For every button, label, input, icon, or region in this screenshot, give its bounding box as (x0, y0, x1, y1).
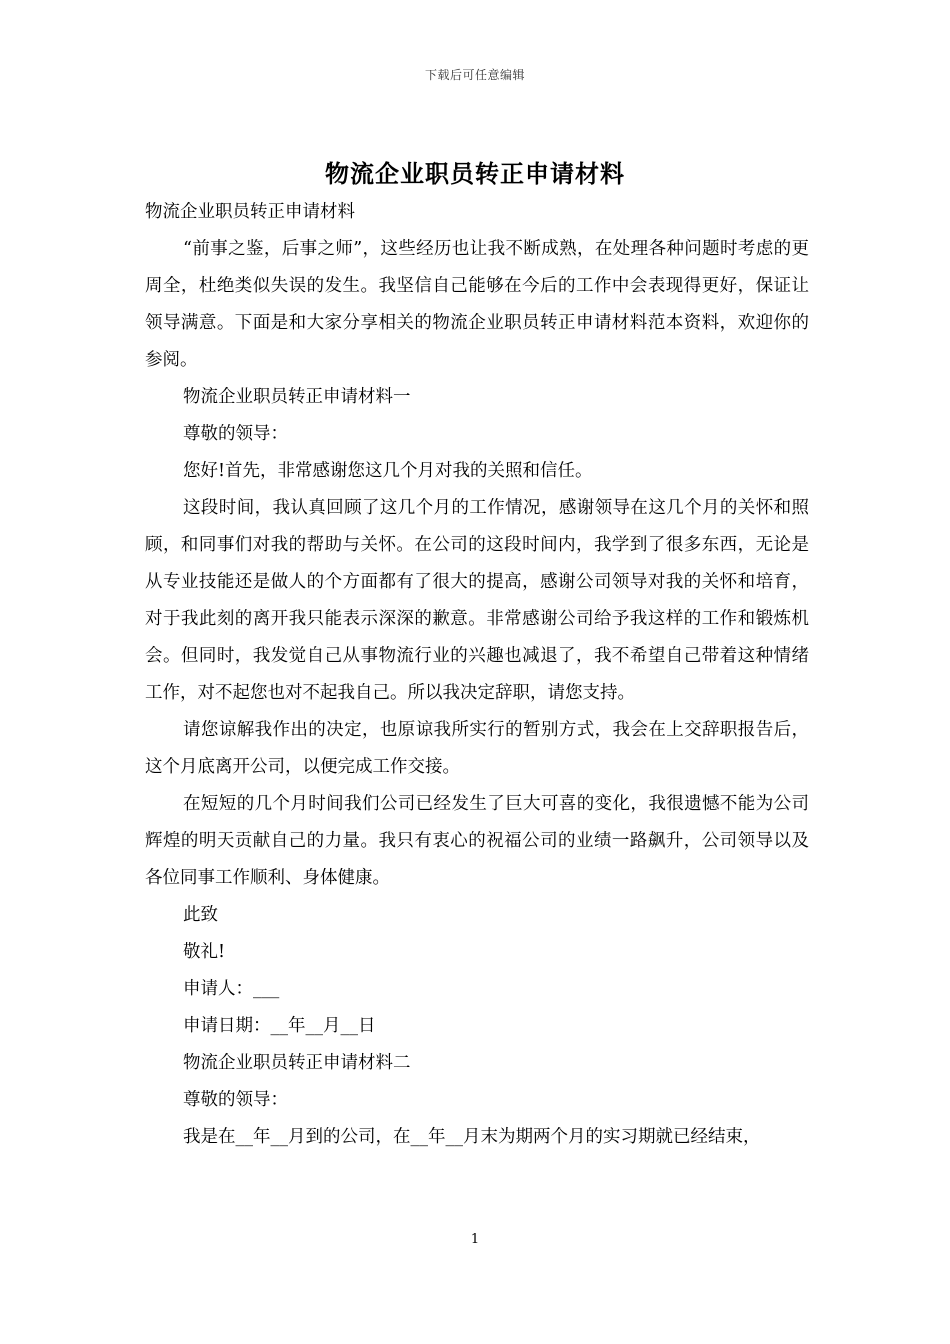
section-heading-one: 物流企业职员转正申请材料一 (183, 387, 411, 407)
closing-line: 此致 (183, 905, 218, 925)
salutation: 尊敬的领导： (183, 1090, 288, 1110)
body-paragraph: 请您谅解我作出的决定，也原谅我所实行的暂别方式，我会在上交辞职报告后，这个月底离开公司，以便完成工作交接。 (145, 720, 809, 777)
page-number: 1 (470, 1232, 480, 1247)
header-note: 下载后可任意编辑 (424, 68, 525, 82)
intro-paragraph: “前事之鉴，后事之师”，这些经历也让我不断成熟，在处理各种问题时考虑的更周全，杜绝类似失误的发生。我坚信自己能够在今后的工作中会表现得更好，保证让领导满意。下面是和大家分享相关的物流企业职员转正申请材料范本资料，欢迎你的参阅。 (145, 239, 809, 370)
body-paragraph: 这段时间，我认真回顾了这几个月的工作情况，感谢领导在这几个月的关怀和照顾，和同事们对我的帮助与关怀。在公司的这段时间内，我学到了很多东西，无论是从专业技能还是做人的个方面都有了很大的提高，感谢公司领导对我的关怀和培育，对于我此刻的离开我只能表示深深的歉意。非常感谢公司给予我这样的工作和锻炼机会。但同时，我发觉自己从事物流行业的兴趣也减退了，我不希望自己带着这种情绪工作，对不起您也对不起我自己。所以我决定辞职，请您支持。 (145, 498, 809, 703)
application-date-line: 申请日期：__年__月__日 (183, 1016, 376, 1036)
body-paragraph: 我是在__年__月到的公司，在__年__月末为期两个月的实习期就已经结束， (183, 1127, 761, 1147)
greeting-paragraph: 您好!首先，非常感谢您这几个月对我的关照和信任。 (183, 461, 593, 481)
document-body (145, 194, 809, 1156)
closing-line: 敬礼! (183, 942, 226, 962)
section-heading-two: 物流企业职员转正申请材料二 (183, 1053, 411, 1073)
salutation: 尊敬的领导： (183, 424, 288, 444)
document-title: 物流企业职员转正申请材料 (325, 159, 625, 188)
subtitle-paragraph: 物流企业职员转正申请材料 (145, 202, 355, 222)
applicant-line: 申请人：___ (183, 979, 280, 999)
body-paragraph: 在短短的几个月时间我们公司已经发生了巨大可喜的变化，我很遗憾不能为公司辉煌的明天贡献自己的力量。我只有衷心的祝福公司的业绩一路飙升，公司领导以及各位同事工作顺利、身体健康。 (145, 794, 809, 888)
